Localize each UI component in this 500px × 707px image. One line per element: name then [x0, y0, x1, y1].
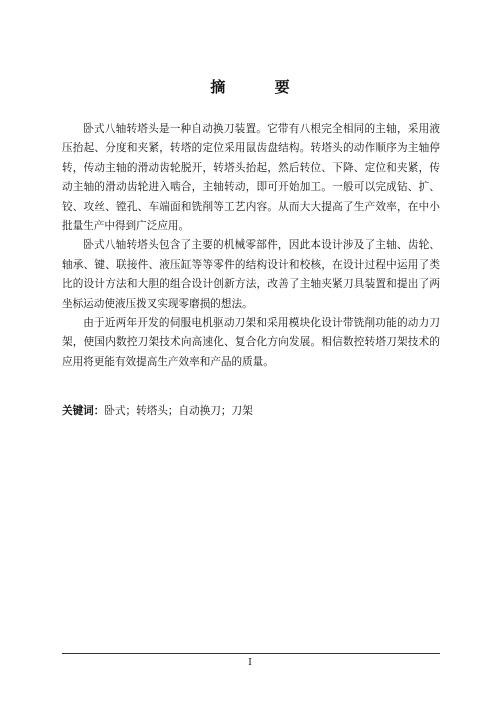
abstract-body — [62, 120, 440, 372]
page-number: I — [248, 658, 252, 668]
keywords-line — [62, 403, 440, 419]
page-title: 摘 要 — [210, 78, 312, 96]
abstract-paragraph: 由于近两年开发的伺服电机驱动刀架和采用模块化设计带铣削功能的动力刀架，使国内数控刀架技术向高速化、复合化方向发展。相信数控转塔刀架技术的应用将更能有效提高生产效率和产品的质量。 — [62, 317, 440, 368]
keywords-text: 卧式；转塔头；自动换刀；刀架 — [104, 405, 253, 417]
abstract-paragraph: 卧式八轴转塔头是一种自动换刀装置。它带有八根完全相同的主轴，采用液压抬起、分度和夹紧，转塔的定位采用鼠齿盘结构。转塔头的动作顺序为主轴停转，传动主轴的滑动齿轮脱开，转塔头抬起，然后转位、下降、定位和夹紧，传动主轴的滑动齿轮进入啮合，主轴转动，即可开始加工。一般可以完成钻、扩、铰、攻丝、镗孔、车端面和铣削等工艺内容。从而大大提高了生产效率，在中小批量生产中得到广泛应用。 — [62, 123, 440, 233]
keywords-label: 关键词： — [62, 405, 105, 417]
abstract-paragraph: 卧式八轴转塔头包含了主要的机械零部件，因此本设计涉及了主轴、齿轮、轴承、键、联接件、液压缸等等零件的结构设计和校核，在设计过程中运用了类比的设计方法和大胆的组合设计创新方法，改善了主轴夹紧刀具装置和提出了两坐标运动使液压拨叉实现零磨损的想法。 — [62, 239, 440, 310]
footer-divider — [62, 653, 440, 654]
